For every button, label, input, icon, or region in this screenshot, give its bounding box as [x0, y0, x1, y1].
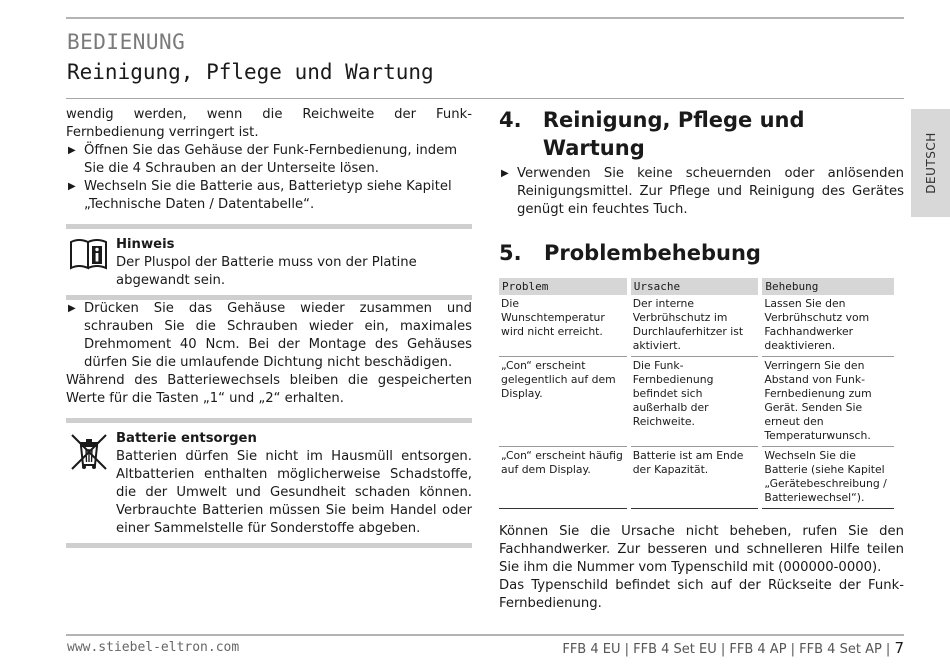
hint-text: Der Pluspol der Batterie muss von der Platine abgewandt sein.	[116, 255, 417, 288]
section-5-title: Problembehebung	[544, 241, 761, 265]
page-title: Reinigung, Pflege und Wartung	[67, 60, 434, 84]
table-cell: Lassen Sie den Verbrühschutz vom Fachhandwerker deaktivieren.	[762, 295, 894, 357]
nameplate-paragraph: Das Typenschild befindet sich auf der Rückseite der Funk-Fernbedienung.	[499, 578, 904, 611]
crossed-bin-icon	[68, 431, 110, 473]
bullet-open-housing: ▶ Öffnen Sie das Gehäuse der Funk-Fernbedienung, indem Sie die 4 Schrauben an der Unterseite lösen.	[66, 142, 472, 178]
hint-box	[66, 224, 472, 300]
section-4-number: 4.	[499, 108, 522, 132]
footer-model-list: FFB 4 EU | FFB 4 Set EU | FFB 4 AP | FFB 4 Set AP |	[562, 642, 891, 657]
table-header-row	[499, 278, 894, 295]
top-rule	[66, 17, 904, 19]
disposal-text: Batterien dürfen Sie nicht im Hausmüll entsorgen. Altbatterien enthalten möglicherweise Schadstoffe, die der Umwelt und Gesundheit schaden können. Verbrauchte Batterien müssen Sie beim Handel oder einer Sammelstelle für Sonderstoffe abgeben.	[116, 449, 472, 536]
table-cell: Die Funk-Fernbedienung befindet sich außerhalb der Reichweite.	[631, 357, 759, 447]
bullet-reassemble: ▶ Drücken Sie das Gehäuse wieder zusammen und schrauben Sie die Schrauben wieder ein, maximales Drehmoment 40 Ncm. Bei der Montage des Gehäuses dürfen Sie die umlaufende Dichtung nicht beschädigen.	[66, 300, 472, 372]
service-paragraph: Können Sie die Ursache nicht beheben, rufen Sie den Fachhandwerker. Zur besseren und schnelleren Hilfe teilen Sie ihm die Nummer vom Typenschild mit (000000-0000).	[499, 524, 904, 575]
bullet-change-battery: ▶ Wechseln Sie die Batterie aus, Batterietyp siehe Kapitel „Technische Daten / Datentabelle“.	[66, 178, 472, 214]
right-column	[499, 106, 904, 613]
left-column	[66, 106, 472, 548]
disposal-box	[66, 418, 472, 548]
column-header-remedy: Behebung	[762, 278, 894, 295]
troubleshooting-table	[495, 278, 898, 509]
table-cell: Wechseln Sie die Batterie (siehe Kapitel „Gerätebeschreibung / Batteriewechsel“).	[762, 447, 894, 509]
table-cell: Verringern Sie den Abstand von Funk-Fernbedienung zum Gerät. Senden Sie erneut den Temperaturwunsch.	[762, 357, 894, 447]
section-5-number: 5.	[499, 241, 522, 265]
footer-rule	[66, 634, 904, 636]
table-row	[499, 295, 894, 357]
manual-info-icon	[68, 237, 110, 271]
section-4-title: Reinigung, Pflege und Wartung	[542, 108, 805, 160]
disposal-title: Batterie entsorgen	[116, 431, 257, 446]
language-tab-label: DEUTSCH	[923, 132, 938, 194]
language-tab	[911, 109, 950, 217]
column-header-problem: Problem	[499, 278, 627, 295]
table-cell: Batterie ist am Ende der Kapazität.	[631, 447, 759, 509]
section-4-heading	[499, 106, 904, 162]
header-divider	[66, 98, 904, 99]
page-number: 7	[894, 639, 904, 657]
footer-url: www.stiebel-eltron.com	[67, 640, 240, 655]
hint-title: Hinweis	[116, 237, 175, 252]
table-cell: Die Wunschtemperatur wird nicht erreicht.	[499, 295, 627, 357]
table-cell: „Con“ erscheint gelegentlich auf dem Display.	[499, 357, 627, 447]
section-5-heading	[499, 239, 904, 267]
footer-models	[562, 639, 904, 657]
intro-paragraph: wendig werden, wenn die Reichweite der Funk-Fernbedienung verringert ist.	[66, 107, 472, 140]
column-header-cause: Ursache	[631, 278, 759, 295]
table-cell: „Con“ erscheint häufig auf dem Display.	[499, 447, 627, 509]
cleaning-bullet: ▶ Verwenden Sie keine scheuernden oder anlösenden Reinigungsmittel. Zur Pflege und Reinigung des Gerätes genügt ein feuchtes Tuch.	[499, 165, 904, 219]
table-row	[499, 447, 894, 509]
chapter-label: BEDIENUNG	[67, 30, 186, 54]
table-row	[499, 357, 894, 447]
table-cell: Der interne Verbrühschutz im Durchlauferhitzer ist aktiviert.	[631, 295, 759, 357]
memory-paragraph: Während des Batteriewechsels bleiben die gespeicherten Werte für die Tasten „1“ und „2“ erhalten.	[66, 373, 472, 406]
